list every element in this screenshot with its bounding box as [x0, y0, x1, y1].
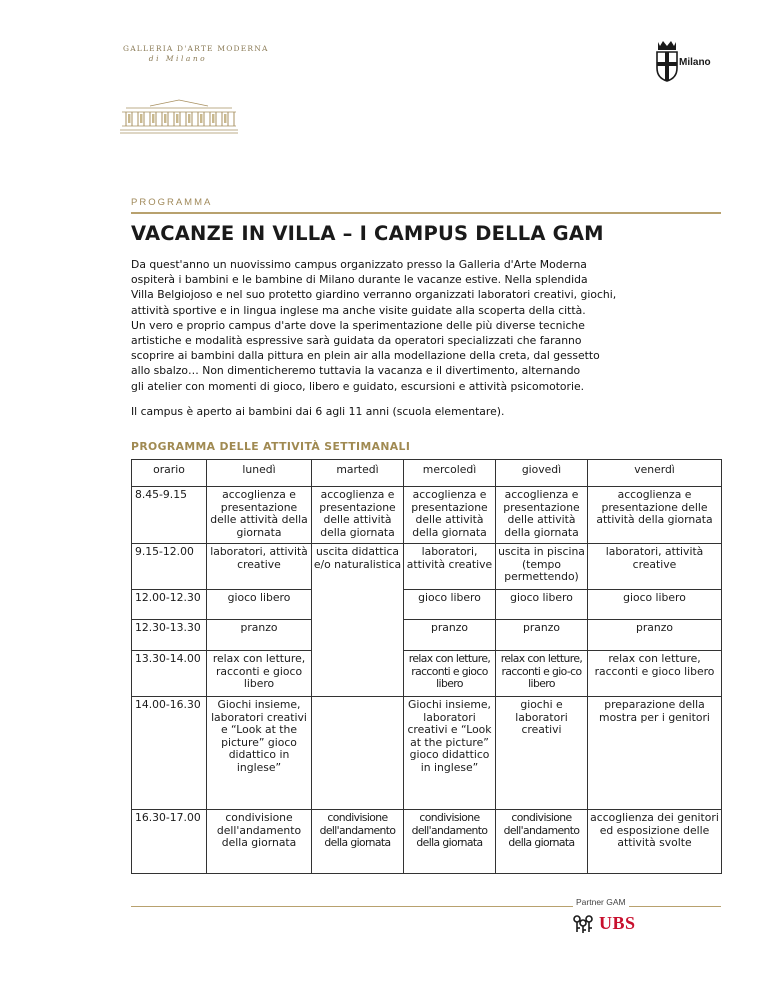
- intro-line: gli atelier con momenti di gioco, libero e guidato, escursioni e attività psicomotorie.: [131, 379, 585, 393]
- activity-cell: relax con letture, racconti e gioco libero: [588, 651, 722, 697]
- intro-line: Villa Belgiojoso e nel suo protetto giardino verranno organizzati laboratori creativi, giochi,: [131, 288, 617, 302]
- ubs-wordmark: UBS: [599, 913, 636, 933]
- intro-line: attività sportive e in lingua inglese ma anche visite guidate alla scoperta della città.: [131, 303, 586, 317]
- activity-cell: gioco libero: [207, 590, 312, 620]
- activity-cell: gioco libero: [588, 590, 722, 620]
- activity-cell: laboratori, attività creative: [588, 544, 722, 590]
- table-row: [132, 810, 722, 874]
- activity-cell: giochi e laboratori creativi: [496, 697, 588, 810]
- activity-cell: accoglienza e presentazione delle attività della giornata: [588, 487, 722, 544]
- intro-line: scoprire ai bambini dalla pittura en plein air alla modellazione della creta, dal gessetto: [131, 349, 600, 363]
- empty-cell: [312, 697, 404, 810]
- time-cell: 13.30-14.00: [132, 651, 207, 697]
- activity-cell: uscita in piscina (tempo permettendo): [496, 544, 588, 590]
- activity-cell: condivisione dell'andamento della giornata: [496, 810, 588, 874]
- age-note: Il campus è aperto ai bambini dai 6 agli 11 anni (scuola elementare).: [131, 405, 505, 418]
- activity-cell: preparazione della mostra per i genitori: [588, 697, 722, 810]
- activity-cell: gioco libero: [404, 590, 496, 620]
- ubs-keys-icon: [570, 914, 596, 934]
- header-giovedi: giovedì: [496, 460, 588, 487]
- time-cell: 16.30-17.00: [132, 810, 207, 874]
- table-header-row: [132, 460, 722, 487]
- activity-cell: pranzo: [404, 620, 496, 651]
- activity-cell: condivisione dell'andamento della giornata: [207, 810, 312, 874]
- activity-cell: accoglienza e presentazione delle attività della giornata: [496, 487, 588, 544]
- intro-line: Da quest'anno un nuovissimo campus organizzato presso la Galleria d'Arte Moderna: [131, 258, 587, 271]
- time-cell: 12.00-12.30: [132, 590, 207, 620]
- header-lunedi: lunedì: [207, 460, 312, 487]
- intro-line: ospiterà i bambini e le bambine di Milano durante le vacanze estive. Nella splendida: [131, 273, 588, 287]
- time-cell: 9.15-12.00: [132, 544, 207, 590]
- activity-cell: uscita didattica e/o naturalistica: [312, 544, 404, 697]
- table-row: [132, 487, 722, 544]
- header-venerdi: venerdì: [588, 460, 722, 487]
- table-row: [132, 544, 722, 590]
- milano-coat-of-arms-icon: [655, 40, 679, 82]
- top-divider: [131, 212, 721, 214]
- time-cell: 8.45-9.15: [132, 487, 207, 544]
- time-cell: 14.00-16.30: [132, 697, 207, 810]
- activity-cell: pranzo: [207, 620, 312, 651]
- page-title: VACANZE IN VILLA – I CAMPUS DELLA GAM: [131, 222, 604, 245]
- activity-cell: Giochi insieme, laboratori creativi e “Look at the picture” gioco didattico in inglese”: [404, 697, 496, 810]
- activity-cell: accoglienza e presentazione delle attività della giornata: [207, 487, 312, 544]
- table-row: [132, 590, 722, 620]
- activity-cell: Giochi insieme, laboratori creativi e “Look at the picture” gioco didattico in inglese”: [207, 697, 312, 810]
- time-cell: 12.30-13.30: [132, 620, 207, 651]
- intro-line: artistiche e modalità espressive sarà guidata da operatori specializzati che faranno: [131, 334, 582, 348]
- activity-cell: laboratori, attività creative: [207, 544, 312, 590]
- activity-cell: condivisione dell'andamento della giornata: [404, 810, 496, 874]
- activity-cell: laboratori, attività creative: [404, 544, 496, 590]
- bottom-divider: [131, 906, 721, 907]
- activity-cell: relax con letture, racconti e gioco libero: [404, 651, 496, 697]
- table-title: PROGRAMMA DELLE ATTIVITÀ SETTIMANALI: [131, 440, 411, 453]
- brand-city: di Milano: [148, 54, 208, 63]
- activity-cell: accoglienza e presentazione delle attività della giornata: [404, 487, 496, 544]
- activity-cell: relax con letture, racconti e gio-co libero: [496, 651, 588, 697]
- villa-illustration-icon: [120, 98, 238, 134]
- gam-logo: [123, 44, 269, 63]
- ubs-logo: [570, 913, 636, 934]
- header-martedi: martedì: [312, 460, 404, 487]
- table-row: [132, 697, 722, 810]
- activity-cell: accoglienza dei genitori ed esposizione delle attività svolte: [588, 810, 722, 874]
- milano-label: Milano: [679, 57, 711, 68]
- activity-cell: gioco libero: [496, 590, 588, 620]
- intro-line: Un vero e proprio campus d'arte dove la sperimentazione delle più diverse tecniche: [131, 318, 585, 332]
- header-orario: orario: [132, 460, 207, 487]
- intro-line: allo sbalzo… Non dimenticheremo tuttavia la vacanza e il divertimento, alternando: [131, 364, 581, 378]
- brand-name: GALLERIA D'ARTE MODERNA: [123, 44, 269, 53]
- table-row: [132, 651, 722, 697]
- section-label: PROGRAMMA: [131, 197, 213, 208]
- activity-cell: relax con letture, racconti e gioco libero: [207, 651, 312, 697]
- schedule-table: [131, 459, 722, 874]
- partner-label: Partner GAM: [573, 897, 629, 907]
- activity-cell: pranzo: [496, 620, 588, 651]
- header-mercoledi: mercoledì: [404, 460, 496, 487]
- activity-cell: condivisione dell'andamento della giornata: [312, 810, 404, 874]
- activity-cell: accoglienza e presentazione delle attività della giornata: [312, 487, 404, 544]
- activity-cell: pranzo: [588, 620, 722, 651]
- table-row: [132, 620, 722, 651]
- intro-paragraph: [131, 257, 721, 394]
